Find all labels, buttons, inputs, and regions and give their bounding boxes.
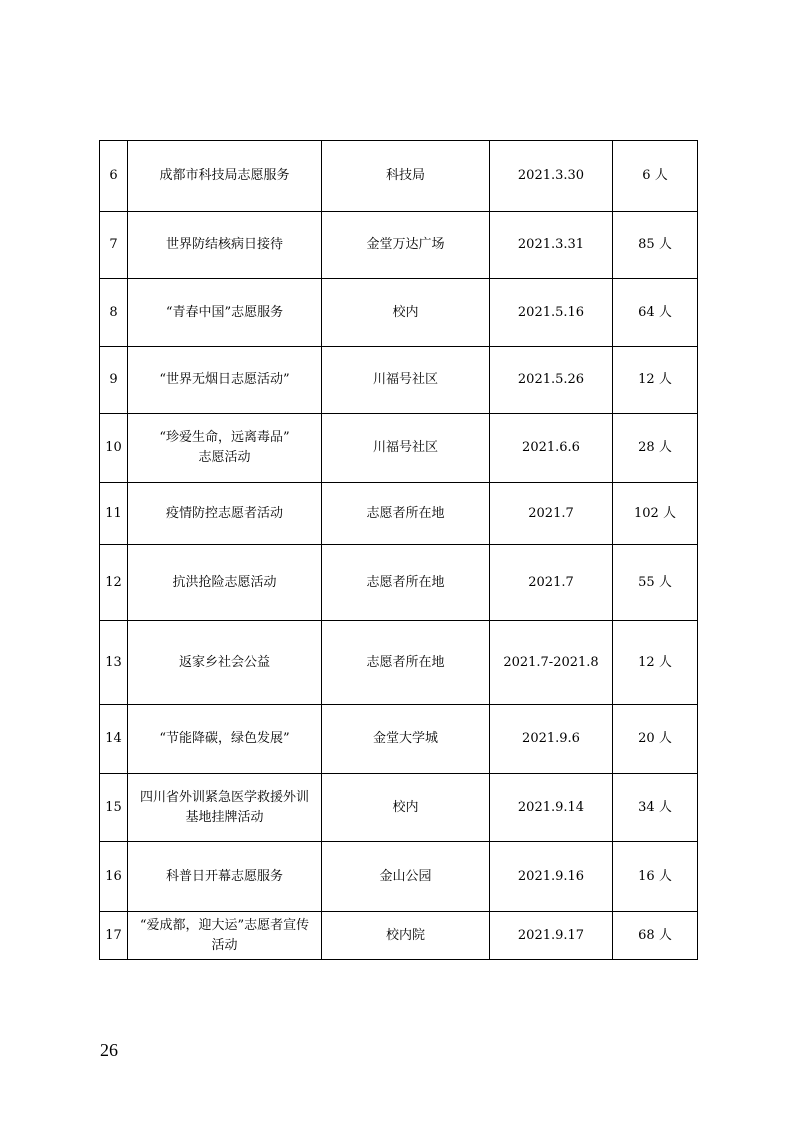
table-row [100, 141, 698, 212]
activity-place: 金堂大学城 [322, 705, 490, 774]
activity-name [128, 774, 322, 842]
table-row [100, 347, 698, 414]
participant-count: 102 人 [613, 483, 698, 545]
activity-name: “节能降碳，绿色发展” [128, 705, 322, 774]
activity-name-line-1: “珍爱生命，远离毒品” [159, 430, 290, 445]
activity-place: 科技局 [322, 141, 490, 212]
table-row [100, 414, 698, 483]
activity-name: “世界无烟日志愿活动” [128, 347, 322, 414]
row-number: 16 [100, 842, 128, 912]
row-number: 6 [100, 141, 128, 212]
row-number: 9 [100, 347, 128, 414]
activity-date: 2021.7 [490, 545, 613, 621]
row-number: 14 [100, 705, 128, 774]
participant-count: 28 人 [613, 414, 698, 483]
activity-name-line-1: 四川省外训紧急医学救援外训 [139, 789, 309, 805]
table-row [100, 545, 698, 621]
activity-place: 校内院 [322, 912, 490, 960]
table-row [100, 705, 698, 774]
activity-place: 校内 [322, 279, 490, 347]
activity-date: 2021.7 [490, 483, 613, 545]
activity-date: 2021.5.26 [490, 347, 613, 414]
row-number: 10 [100, 414, 128, 483]
participant-count: 12 人 [613, 621, 698, 705]
row-number: 8 [100, 279, 128, 347]
activity-place: 金山公园 [322, 842, 490, 912]
activity-name: 抗洪抢险志愿活动 [128, 545, 322, 621]
activity-date: 2021.9.16 [490, 842, 613, 912]
table-row [100, 212, 698, 279]
activity-date: 2021.3.30 [490, 141, 613, 212]
page-number: 26 [100, 1040, 118, 1060]
activity-name-line-1: “爱成都，迎大运”志愿者宣传 [139, 917, 310, 933]
row-number: 7 [100, 212, 128, 279]
participant-count: 64 人 [613, 279, 698, 347]
activity-place: 校内 [322, 774, 490, 842]
activity-date: 2021.7-2021.8 [490, 621, 613, 705]
table-row [100, 483, 698, 545]
activity-place: 志愿者所在地 [322, 483, 490, 545]
activity-name [128, 414, 322, 483]
activity-date: 2021.9.14 [490, 774, 613, 842]
table-row [100, 279, 698, 347]
row-number: 13 [100, 621, 128, 705]
activity-date: 2021.9.17 [490, 912, 613, 960]
activity-name-line-2: 基地挂牌活动 [185, 809, 264, 825]
row-number: 17 [100, 912, 128, 960]
activity-place: 川福号社区 [322, 347, 490, 414]
activity-name: 返家乡社会公益 [128, 621, 322, 705]
activity-name-line-2: 活动 [211, 937, 238, 953]
activity-date: 2021.9.6 [490, 705, 613, 774]
activity-name: 成都市科技局志愿服务 [128, 141, 322, 212]
activity-name-line-2: 志愿活动 [198, 450, 251, 465]
activity-date: 2021.3.31 [490, 212, 613, 279]
row-number: 11 [100, 483, 128, 545]
table-row [100, 621, 698, 705]
activity-name: 科普日开幕志愿服务 [128, 842, 322, 912]
table-row [100, 774, 698, 842]
activity-date: 2021.5.16 [490, 279, 613, 347]
participant-count: 16 人 [613, 842, 698, 912]
row-number: 12 [100, 545, 128, 621]
participant-count: 34 人 [613, 774, 698, 842]
activity-place: 金堂万达广场 [322, 212, 490, 279]
table-row [100, 842, 698, 912]
activity-place: 川福号社区 [322, 414, 490, 483]
participant-count: 12 人 [613, 347, 698, 414]
table-row [100, 912, 698, 960]
activity-name [128, 912, 322, 960]
activity-name: “青春中国”志愿服务 [128, 279, 322, 347]
participant-count: 85 人 [613, 212, 698, 279]
row-number: 15 [100, 774, 128, 842]
activity-place: 志愿者所在地 [322, 621, 490, 705]
activity-date: 2021.6.6 [490, 414, 613, 483]
participant-count: 20 人 [613, 705, 698, 774]
volunteer-activities-table [99, 140, 698, 960]
activity-place: 志愿者所在地 [322, 545, 490, 621]
participant-count: 68 人 [613, 912, 698, 960]
participant-count: 6 人 [613, 141, 698, 212]
activity-name: 疫情防控志愿者活动 [128, 483, 322, 545]
activity-name: 世界防结核病日接待 [128, 212, 322, 279]
participant-count: 55 人 [613, 545, 698, 621]
